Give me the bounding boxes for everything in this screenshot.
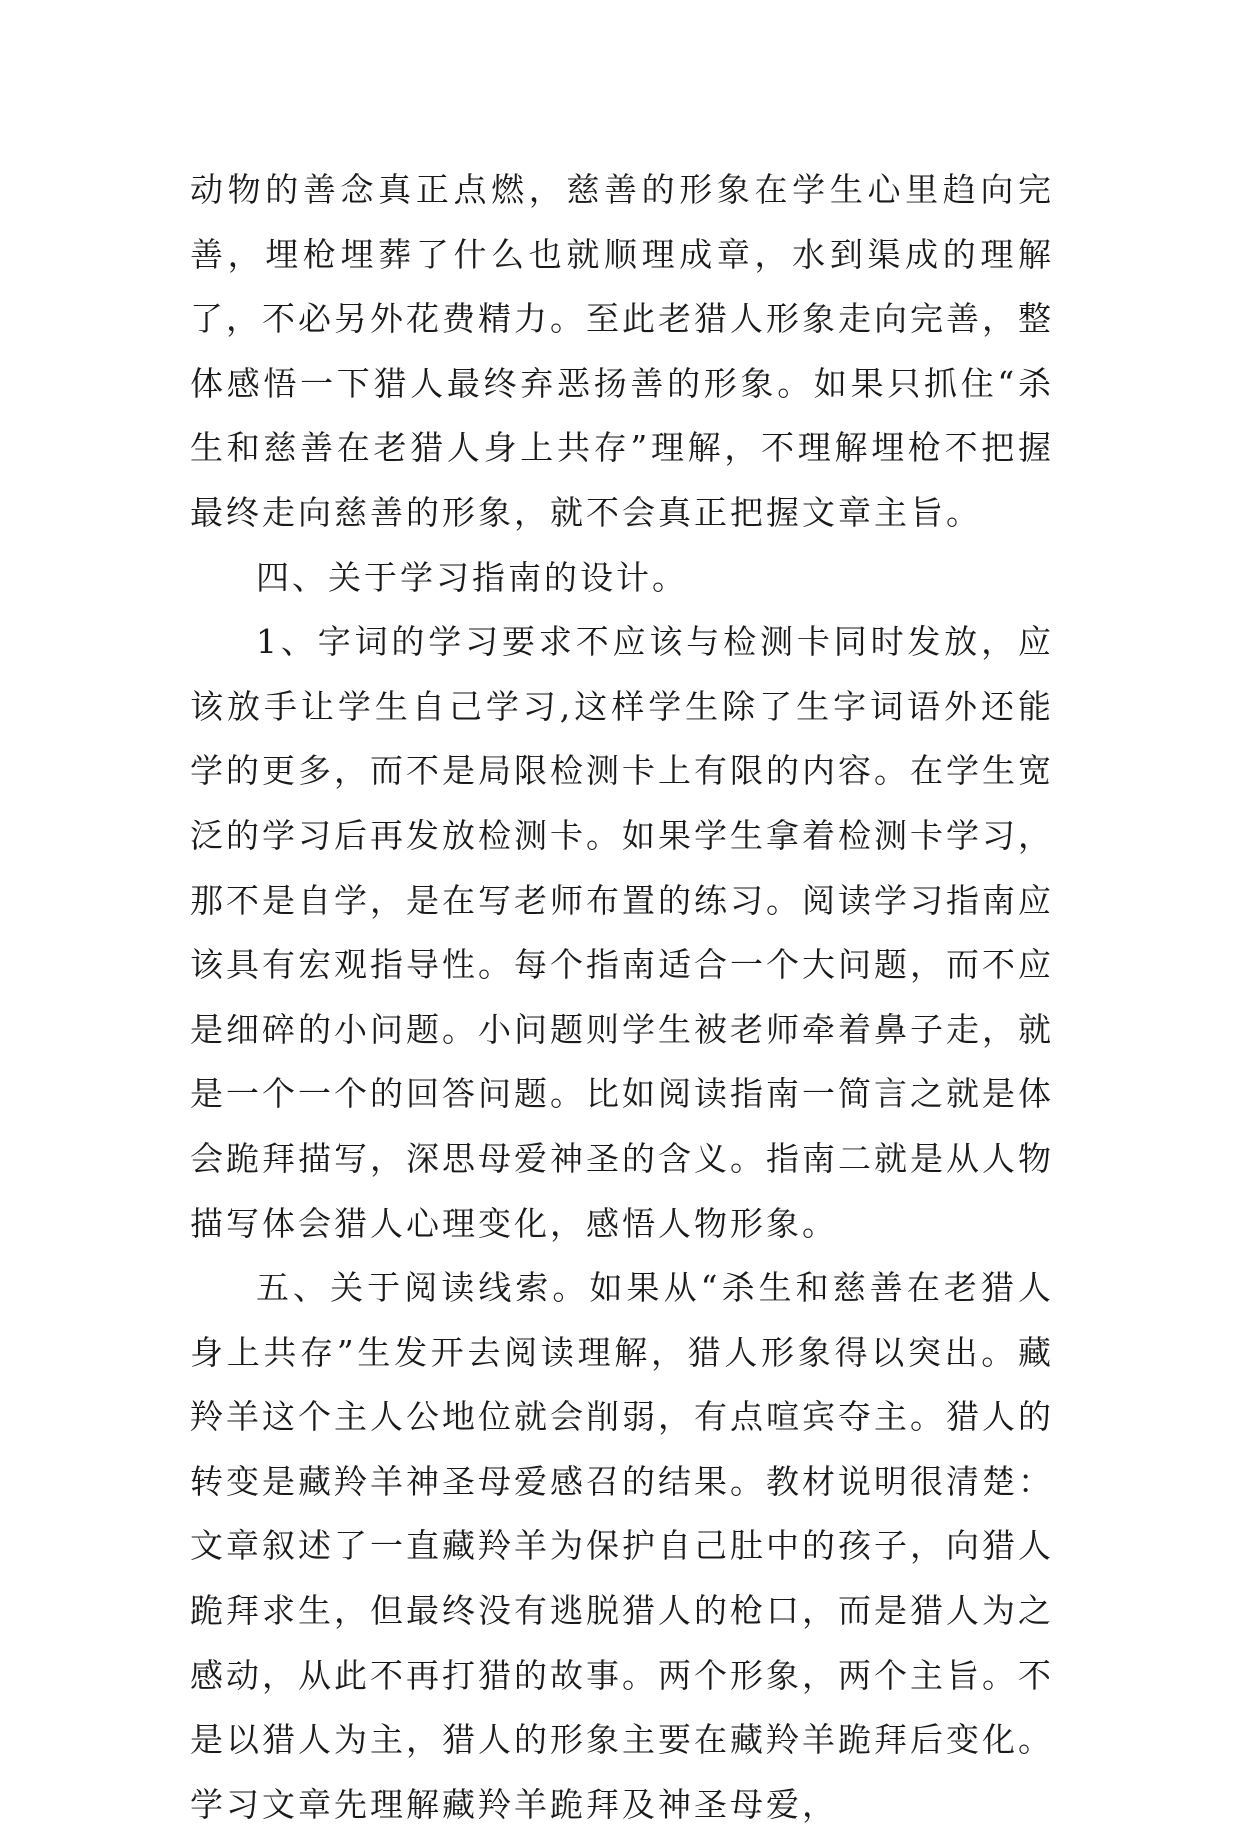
paragraph-section-five-reading-clue: 五、关于阅读线索。如果从“杀生和慈善在老猎人身上共存”生发开去阅读理解，猎人形象得以突出。藏羚羊这个主人公地位就会削弱，有点喧宾夺主。猎人的转变是藏羚羊神圣母爱感召的结果。教材说明很清楚：文章叙述了一直藏羚羊为保护自己肚中的孩子，向猎人跪拜求生，但最终没有逃脱猎人的枪口，而是猎人为之感动，从此不再打猎的故事。两个形象，两个主旨。不是以猎人为主，猎人的形象主要在藏羚羊跪拜后变化。学习文章先理解藏羚羊跪拜及神圣母爱， [190, 1268, 1054, 1824]
paragraph-study-guide-item-one: 1、字词的学习要求不应该与检测卡同时发放，应该放手让学生自己学习,这样学生除了生字词语外还能学的更多，而不是局限检测卡上有限的内容。在学生宽泛的学习后再发放检测卡。如果学生拿着检测卡学习，那不是自学，是在写老师布置的练习。阅读学习指南应该具有宏观指导性。每个指南适合一个大问题，而不应是细碎的小问题。小问题则学生被老师牵着鼻子走，就是一个一个的回答问题。比如阅读指南一简言之就是体会跪拜描写，深思母爱神圣的含义。指南二就是从人物描写体会猎人心理变化，感悟人物形象。 [190, 622, 1054, 1243]
paragraph-continuation: 动物的善念真正点燃，慈善的形象在学生心里趋向完善，埋枪埋葬了什么也就顺理成章，水到渠成的理解了，不必另外花费精力。至此老猎人形象走向完善，整体感悟一下猎人最终弃恶扬善的形象。如果只抓住“杀生和慈善在老猎人身上共存”理解，不理解埋枪不把握最终走向慈善的形象，就不会真正把握文章主旨。 [190, 170, 1054, 532]
paragraph-section-four-heading: 四、关于学习指南的设计。 [256, 557, 688, 597]
body-text [190, 158, 1054, 1837]
